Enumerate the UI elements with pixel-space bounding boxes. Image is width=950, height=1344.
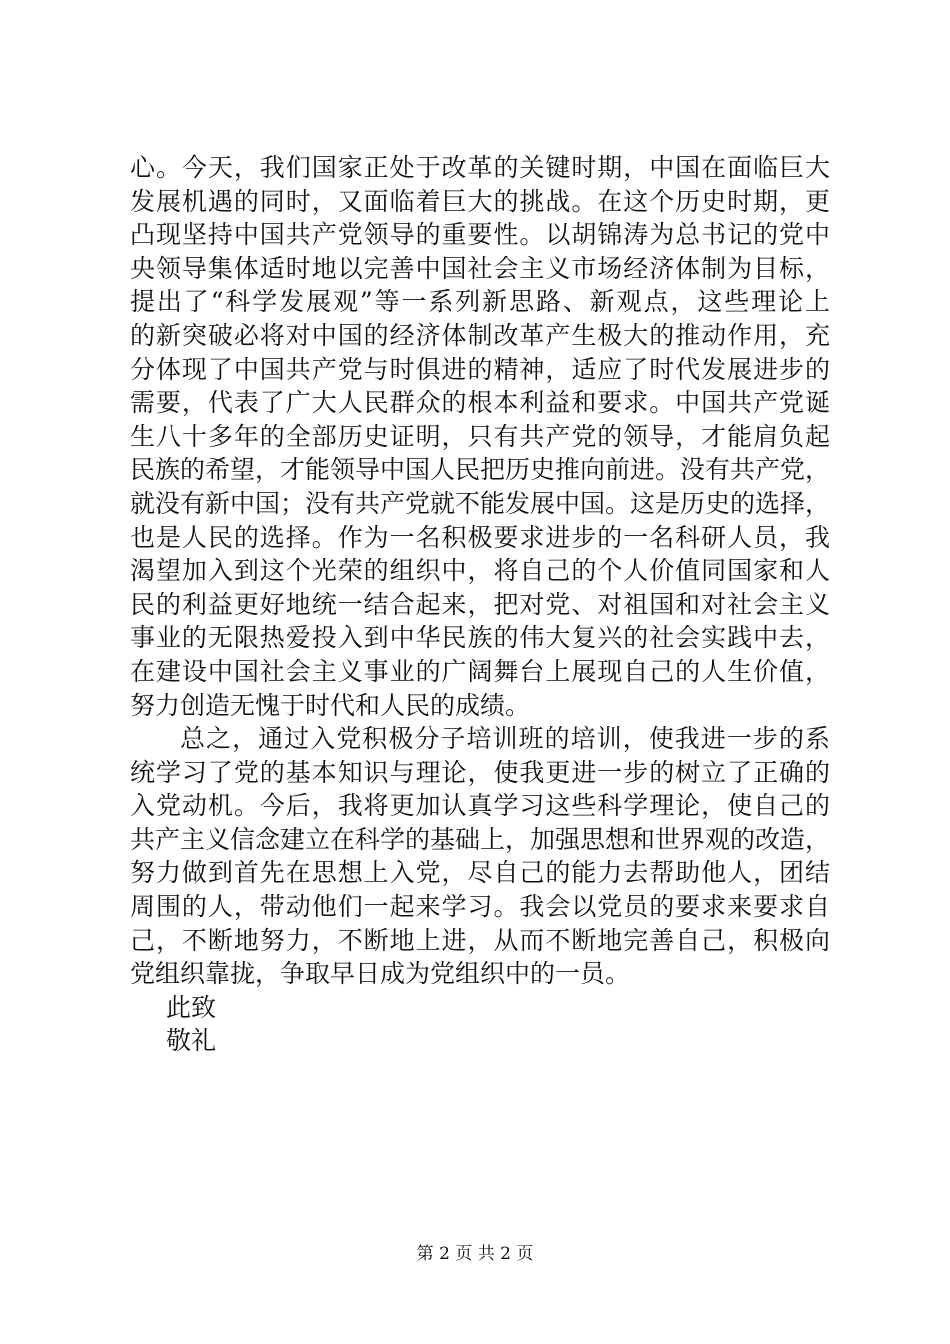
- paragraph-1-line: 努力创造无愧于时代和人民的成绩。: [130, 690, 531, 720]
- paragraph-2-line: 党组织靠拢，争取早日成为党组织中的一员。: [130, 959, 631, 989]
- paragraph-1-line: 的新突破必将对中国的经济体制改革产生极大的推动作用，充: [130, 320, 830, 350]
- paragraph-2-line: 统学习了党的基本知识与理论，使我更进一步的树立了正确的: [130, 757, 830, 787]
- paragraph-1-line: 渴望加入到这个光荣的组织中，将自己的个人价值同国家和人: [130, 556, 830, 586]
- paragraph-1-line: 事业的无限热爱投入到中华民族的伟大复兴的社会实践中去，: [130, 623, 830, 653]
- paragraph-2-line: 周围的人，带动他们一起来学习。我会以党员的要求来要求自: [130, 892, 830, 922]
- paragraph-1-line: 心。今天，我们国家正处于改革的关键时期，中国在面临巨大: [130, 153, 830, 182]
- paragraph-1-line: 生八十多年的全部历史证明，只有共产党的领导，才能肩负起: [130, 421, 830, 451]
- paragraph-1-line: 民族的希望，才能领导中国人民把历史推向前进。没有共产党，: [130, 455, 831, 485]
- paragraph-1-line: 分体现了中国共产党与时俱进的精神，适应了时代发展进步的: [130, 354, 830, 384]
- paragraph-1-line: 民的利益更好地统一结合起来，把对党、对祖国和对社会主义: [130, 589, 830, 619]
- letter-body: [130, 151, 830, 1058]
- paragraph-1-line: 就没有新中国；没有共产党就不能发展中国。这是历史的选择，: [130, 488, 831, 518]
- paragraph-1-line: 在建设中国社会主义事业的广阔舞台上展现自己的人生价值，: [130, 656, 830, 686]
- paragraph-1-line: 需要，代表了广大人民群众的根本利益和要求。中国共产党诞: [130, 388, 830, 418]
- paragraph-1-line: 发展机遇的同时，又面临着巨大的挑战。在这个历史时期，更: [130, 186, 830, 216]
- paragraph-2-line: 入党动机。今后，我将更加认真学习这些科学理论，使自己的: [130, 791, 830, 821]
- paragraph-1-line: 提出了“科学发展观”等一系列新思路、新观点，这些理论上: [130, 287, 830, 317]
- closing-regards: 敬礼: [166, 1026, 217, 1056]
- paragraph-1-line: 央领导集体适时地以完善中国社会主义市场经济体制为目标，: [130, 253, 830, 283]
- paragraph-2-line: 己，不断地努力，不断地上进，从而不断地完善自己，积极向: [130, 925, 830, 955]
- paragraph-1-line: 也是人民的选择。作为一名积极要求进步的一名科研人员，我: [130, 522, 830, 552]
- paragraph-1-line: 凸现坚持中国共产党领导的重要性。以胡锦涛为总书记的党中: [130, 220, 830, 250]
- page-footer: 第 2 页 共 2 页: [416, 1244, 534, 1264]
- paragraph-2-line: 努力做到首先在思想上入党，尽自己的能力去帮助他人，团结: [130, 858, 830, 888]
- closing-salutation: 此致: [166, 992, 217, 1022]
- paragraph-2-line: 共产主义信念建立在科学的基础上，加强思想和世界观的改造，: [130, 824, 831, 854]
- paragraph-2-line: 总之，通过入党积极分子培训班的培训，使我进一步的系: [180, 724, 830, 754]
